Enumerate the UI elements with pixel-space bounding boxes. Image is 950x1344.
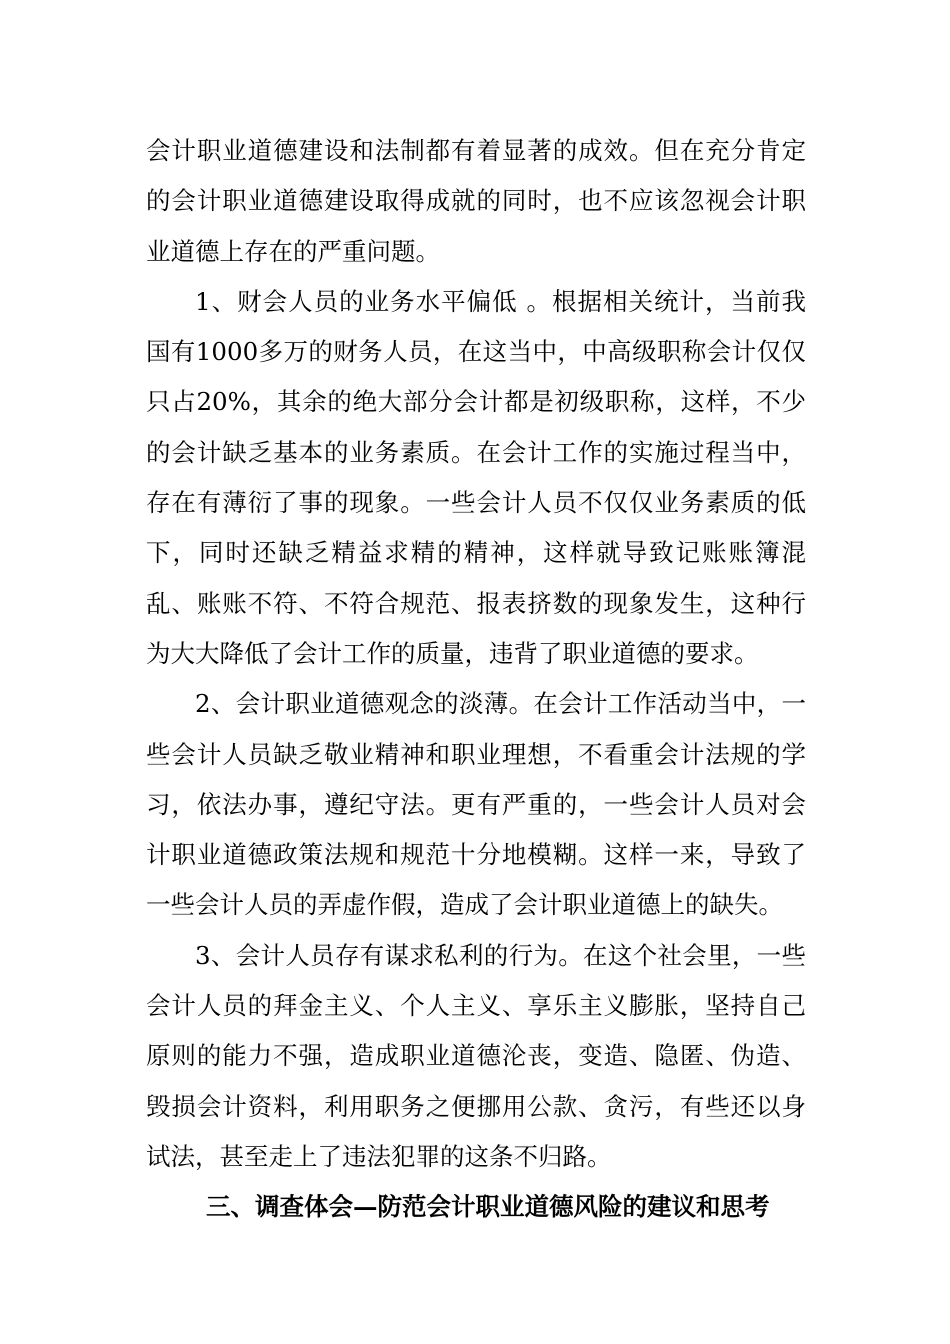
paragraph-point-2: 2、会计职业道德观念的淡薄。在会计工作活动当中，一些会计人员缺乏敬业精神和职业理想，不看重会计法规的学习，依法办事，遵纪守法。更有严重的，一些会计人员对会计职业道德政策法规和规范十分地模糊。这样一来，导致了一些会计人员的弄虚作假，造成了会计职业道德上的缺失。 xyxy=(146,689,806,920)
document-page xyxy=(146,126,806,1233)
paragraph-point-3: 3、会计人员存有谋求私利的行为。在这个社会里，一些会计人员的拜金主义、个人主义、享乐主义膨胀，坚持自己原则的能力不强，造成职业道德沦丧，变造、隐匿、伪造、毁损会计资料，利用职务之便挪用公款、贪污，有些还以身试法，甚至走上了违法犯罪的这条不归路。 xyxy=(146,940,806,1171)
section-heading: 三、调查体会—防范会计职业道德风险的建议和思考 xyxy=(206,1192,770,1222)
paragraph-intro: 会计职业道德建设和法制都有着显著的成效。但在充分肯定的会计职业道德建设取得成就的同时，也不应该忽视会计职业道德上存在的严重问题。 xyxy=(146,136,806,266)
paragraph-point-1: 1、财会人员的业务水平偏低 。根据相关统计，当前我国有1000多万的财务人员，在这当中，中高级职称会计仅仅只占20%，其余的绝大部分会计都是初级职称，这样，不少的会计缺乏基本的业务素质。在会计工作的实施过程当中，存在有薄衍了事的现象。一些会计人员不仅仅业务素质的低下，同时还缺乏精益求精的精神，这样就导致记账账簿混乱、账账不符、不符合规范、报表挤数的现象发生，这种行为大大降低了会计工作的质量，违背了职业道德的要求。 xyxy=(146,286,806,668)
